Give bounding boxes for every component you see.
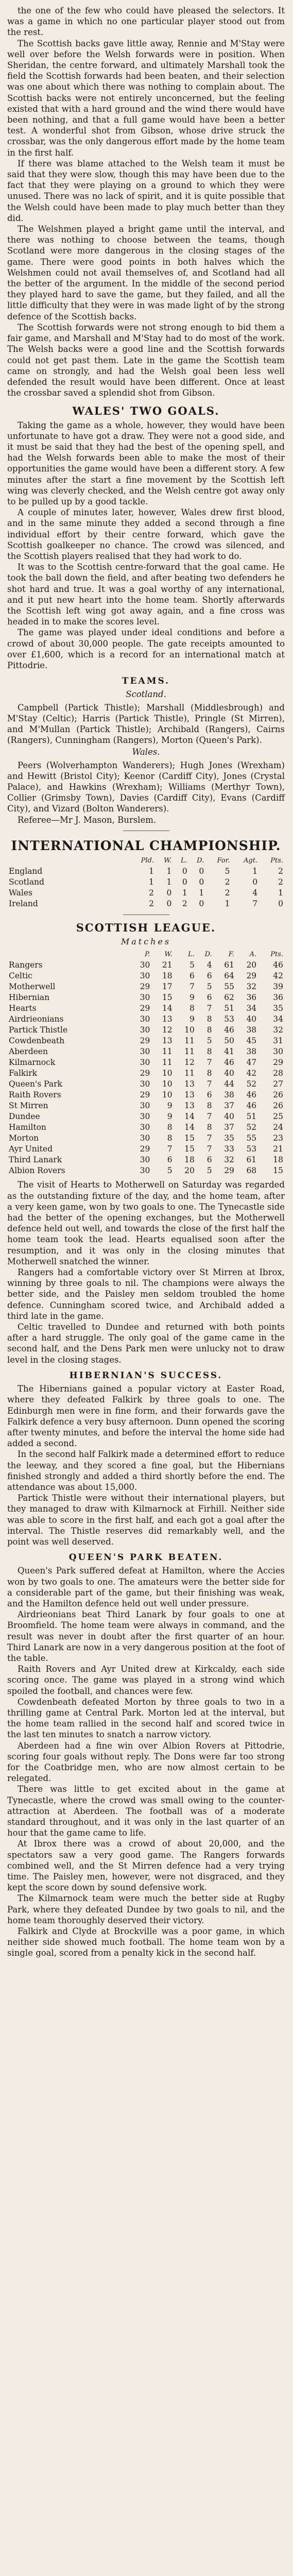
- stat-cell: 36: [273, 993, 283, 1003]
- stat-cell: 30: [140, 1014, 150, 1024]
- club-name: Cowdenbeath: [9, 1036, 65, 1046]
- stat-cell: 29: [140, 1069, 150, 1078]
- table-row: [7, 960, 285, 971]
- stat-cell: 1: [199, 888, 204, 898]
- stat-cell: 14: [184, 1123, 195, 1132]
- table-row: [7, 971, 285, 981]
- table-row: [7, 1025, 285, 1036]
- stat-cell: 11: [184, 1036, 195, 1046]
- club-name: Airdrieonians: [9, 1014, 64, 1024]
- stat-cell: 14: [184, 1112, 195, 1122]
- club-name: Rangers: [9, 960, 43, 970]
- league-table: [7, 949, 285, 1176]
- stat-cell: 53: [246, 1144, 257, 1154]
- stat-cell: 46: [273, 960, 283, 970]
- column-header: D.: [197, 857, 204, 865]
- scotland-team-lineup: [7, 702, 285, 746]
- report-paragraph: Queen's Park suffered defeat at Hamilton, where the Accies won by two goals to one. The amateurs were the better side for a considerable part of the game, but their finishing was weak, and the Hamilton defence held out well under pressure.: [7, 1566, 285, 1608]
- stat-cell: 46: [224, 1025, 234, 1035]
- stat-cell: 1: [149, 867, 154, 876]
- stat-cell: 13: [162, 1014, 173, 1024]
- table-row: [7, 1079, 285, 1090]
- stat-cell: 30: [140, 1112, 150, 1122]
- stat-cell: 46: [224, 1058, 234, 1067]
- stat-cell: 18: [184, 1155, 195, 1165]
- table-row: [7, 1068, 285, 1079]
- table-row: [7, 1165, 285, 1176]
- stat-cell: 7: [206, 1079, 212, 1089]
- stat-cell: 15: [184, 1133, 195, 1143]
- stat-cell: 29: [140, 1090, 150, 1100]
- stat-cell: 37: [224, 1123, 234, 1132]
- column-header: [7, 949, 129, 960]
- stat-cell: 1: [278, 888, 283, 898]
- club-name: Hamilton: [9, 1123, 46, 1132]
- stat-cell: 10: [162, 1079, 173, 1089]
- stat-cell: 13: [184, 1090, 195, 1100]
- stat-cell: 32: [273, 1025, 283, 1035]
- stat-cell: 8: [206, 1069, 212, 1078]
- stat-cell: 40: [246, 1014, 257, 1024]
- stat-cell: 20: [246, 960, 257, 970]
- stat-cell: 6: [189, 971, 195, 981]
- stat-cell: 61: [224, 960, 234, 970]
- stat-cell: 13: [184, 1101, 195, 1111]
- stat-cell: 15: [184, 1144, 195, 1154]
- section-one-report: [7, 420, 285, 671]
- stat-cell: 30: [140, 1025, 150, 1035]
- report-paragraph: The Scottish forwards were not strong enough to bid them a fair game, and Marshall and M'Stay had to do most of the work. The Welsh backs were a good line and the Scottish forwards could not get past them. Late in the game the Scottish team came on strongly, and had the Welsh goal been less well defended the result would have been different. Once at least the crossbar saved a splendid shot from Gibson.: [7, 322, 285, 398]
- stat-cell: 62: [224, 993, 234, 1003]
- club-name: Morton: [9, 1133, 39, 1143]
- stat-cell: 30: [140, 1123, 150, 1132]
- stat-cell: 6: [206, 1155, 212, 1165]
- stat-cell: 51: [246, 1112, 257, 1122]
- stat-cell: 5: [206, 982, 212, 992]
- stat-cell: 24: [273, 1123, 283, 1132]
- stat-cell: 33: [224, 1144, 234, 1154]
- stat-cell: 68: [246, 1166, 257, 1176]
- stat-cell: 20: [184, 1166, 195, 1176]
- stat-cell: 6: [206, 1090, 212, 1100]
- report-paragraph: Falkirk and Clyde at Brockville was a poor game, in which neither side showed much football. The home team won by a single goal, scored from a penalty kick in the second half.: [7, 1926, 285, 1958]
- club-name: England: [9, 867, 43, 876]
- stat-cell: 5: [206, 1166, 212, 1176]
- stat-cell: 1: [252, 867, 258, 876]
- stat-cell: 38: [246, 1025, 257, 1035]
- stat-cell: 52: [246, 1123, 257, 1132]
- stat-cell: 18: [162, 971, 173, 981]
- stat-cell: 8: [189, 1004, 195, 1013]
- stat-cell: 8: [206, 1123, 212, 1132]
- stat-cell: 34: [246, 1004, 257, 1013]
- stat-cell: 41: [224, 1047, 234, 1057]
- stat-cell: 17: [162, 982, 173, 992]
- divider: [123, 914, 169, 915]
- teams-heading: TEAMS.: [122, 676, 170, 687]
- stat-cell: 2: [278, 877, 283, 887]
- stat-cell: 7: [167, 1144, 173, 1154]
- report-paragraph: If there was blame attached to the Welsh team it must be said that they were slow, though this may have been due to the fact that they were playing on a ground to which they were unused. There was no lack of spirit, and it is quite possible that the Welsh could have been made to play much better than they did.: [7, 158, 285, 223]
- queens-report: [7, 1565, 285, 1784]
- club-name: St Mirren: [9, 1101, 48, 1111]
- stat-cell: 6: [206, 971, 212, 981]
- stat-cell: 9: [167, 1101, 173, 1111]
- scotland-team-heading: Scotland.: [126, 689, 166, 700]
- stat-cell: 55: [224, 982, 234, 992]
- stat-cell: 64: [224, 971, 234, 981]
- table-row: [7, 1036, 285, 1046]
- stat-cell: 51: [224, 1004, 234, 1013]
- table-row: [7, 899, 285, 909]
- stat-cell: 37: [224, 1101, 234, 1111]
- column-header: Agt.: [244, 857, 258, 865]
- stat-cell: 7: [206, 1004, 212, 1013]
- stat-cell: 30: [140, 960, 150, 970]
- stat-cell: 30: [140, 1133, 150, 1143]
- stat-cell: 26: [273, 1101, 283, 1111]
- stat-cell: 1: [149, 877, 154, 887]
- stat-cell: 6: [206, 993, 212, 1003]
- stat-cell: 7: [252, 899, 258, 909]
- section-one-title: WALES' TWO GOALS.: [72, 404, 220, 418]
- table-row: [7, 992, 285, 1003]
- hibs-report: [7, 1383, 285, 1547]
- report-paragraph: The Hibernians gained a popular victory at Easter Road, where they defeated Falkirk by three goals to one. The Edinburgh men were in fine form, and their forwards gave the Falkirk defence a very busy afternoon. Dunn opened the scoring after twenty minutes, and before the interval the home side had added a second.: [7, 1384, 285, 1449]
- stat-cell: 11: [184, 1069, 195, 1078]
- report-paragraph: Cowdenbeath defeated Morton by three goals to two in a thrilling game at Central Park. Morton led at the interval, but the home team rallied in the second half and scored twice in the last ten minutes to snatch a narrow victory.: [7, 1697, 285, 1740]
- hibs-section-title: HIBERNIAN'S SUCCESS.: [69, 1370, 223, 1381]
- stat-cell: 30: [140, 993, 150, 1003]
- international-championship-title: INTERNATIONAL CHAMPIONSHIP.: [11, 838, 281, 853]
- club-name: Motherwell: [9, 982, 56, 992]
- stat-cell: 44: [224, 1079, 234, 1089]
- stat-cell: 0: [252, 877, 258, 887]
- stat-cell: 35: [224, 1133, 234, 1143]
- club-name: Partick Thistle: [9, 1025, 68, 1035]
- stat-cell: 2: [149, 888, 154, 898]
- stat-cell: 50: [224, 1036, 234, 1046]
- stat-cell: 30: [140, 1058, 150, 1067]
- stat-cell: 2: [225, 888, 230, 898]
- scottish-league-subtitle: Matches: [120, 937, 171, 947]
- column-header: L.: [188, 951, 195, 959]
- stat-cell: 40: [224, 1069, 234, 1078]
- report-paragraph: Aberdeen had a fine win over Albion Rovers at Pittodrie, scoring four goals without reply. The Dons were far too strong for the Coatbridge men, who are now almost certain to be relegated.: [7, 1740, 285, 1784]
- scottish-league-title: SCOTTISH LEAGUE.: [76, 921, 216, 935]
- stat-cell: 7: [189, 982, 195, 992]
- stat-cell: 4: [252, 888, 258, 898]
- column-header: W.: [164, 951, 173, 959]
- stat-cell: 2: [225, 877, 230, 887]
- table-row: [7, 877, 285, 888]
- table-row: [7, 1133, 285, 1144]
- stat-cell: 29: [273, 1058, 283, 1067]
- stat-cell: 30: [273, 1047, 283, 1057]
- stat-cell: 29: [246, 971, 257, 981]
- stat-cell: 5: [189, 960, 195, 970]
- stat-cell: 10: [162, 1090, 173, 1100]
- stat-cell: 30: [140, 971, 150, 981]
- stat-cell: 30: [140, 1166, 150, 1176]
- report-paragraph: The game was played under ideal conditions and before a crowd of about 30,000 people. The gate receipts amounted to over £1,600, which is a record for an international match at Pittodrie.: [7, 628, 285, 670]
- stat-cell: 28: [273, 1069, 283, 1078]
- stat-cell: 25: [273, 1112, 283, 1122]
- stat-cell: 14: [162, 1004, 173, 1013]
- stat-cell: 29: [224, 1166, 234, 1176]
- stat-cell: 15: [162, 993, 173, 1003]
- table-row: [7, 1100, 285, 1111]
- stat-cell: 0: [278, 899, 283, 909]
- column-header: For.: [217, 857, 230, 865]
- club-name: Third Lanark: [9, 1155, 62, 1165]
- stat-cell: 38: [246, 1047, 257, 1057]
- stat-cell: 5: [167, 1166, 173, 1176]
- stat-cell: 61: [246, 1155, 257, 1165]
- stat-cell: 26: [273, 1090, 283, 1100]
- club-name: Hearts: [9, 1004, 37, 1013]
- stat-cell: 23: [273, 1133, 283, 1143]
- stat-cell: 1: [166, 877, 172, 887]
- stat-cell: 4: [206, 960, 212, 970]
- table-row: [7, 1046, 285, 1057]
- table-row: [7, 1090, 285, 1100]
- table-row: [7, 1003, 285, 1014]
- report-paragraph: Partick Thistle were without their international players, but they managed to draw with Kilmarnock at Firhill. Neither side was able to score in the first half, and each got a goal after the interval. The Thistle reserves did remarkably well, and the point was well deserved.: [7, 1493, 285, 1547]
- club-name: Ayr United: [9, 1144, 53, 1154]
- stat-cell: 46: [246, 1090, 257, 1100]
- stat-cell: 15: [273, 1166, 283, 1176]
- report-paragraph: The Kilmarnock team were much the better side at Rugby Park, where they defeated Dundee by two goals to nil, and the home team thoroughly deserved their victory.: [7, 1893, 285, 1925]
- report-paragraph: the one of the few who could have pleased the selectors. It was a game in which no one particular player stood out from the rest.: [7, 6, 285, 38]
- stat-cell: 21: [162, 960, 173, 970]
- stat-cell: 5: [206, 1036, 212, 1046]
- stat-cell: 30: [140, 1101, 150, 1111]
- table-row: [7, 1122, 285, 1133]
- stat-cell: 9: [189, 1014, 195, 1024]
- table-row: [7, 1144, 285, 1155]
- club-name: Hibernian: [9, 993, 50, 1003]
- stat-cell: 12: [184, 1058, 195, 1067]
- column-header: Pts.: [270, 857, 283, 865]
- club-name: Celtic: [9, 971, 32, 981]
- club-name: Ireland: [9, 899, 38, 909]
- table-row: [7, 866, 285, 877]
- stat-cell: 42: [273, 971, 283, 981]
- club-name: Kilmarnock: [9, 1058, 56, 1067]
- table-row: [7, 1155, 285, 1165]
- stat-cell: 55: [246, 1133, 257, 1143]
- stat-cell: 34: [273, 1014, 283, 1024]
- stat-cell: 30: [140, 1047, 150, 1057]
- column-header: Pld.: [141, 857, 154, 865]
- column-header: W.: [164, 857, 172, 865]
- league-table-header: [7, 949, 285, 960]
- wales-team-heading: Wales.: [132, 747, 160, 757]
- stat-cell: 38: [224, 1090, 234, 1100]
- stat-cell: 0: [199, 877, 204, 887]
- stat-cell: 5: [225, 867, 230, 876]
- stat-cell: 29: [140, 1004, 150, 1013]
- club-name: Dundee: [9, 1112, 40, 1122]
- stat-cell: 0: [199, 867, 204, 876]
- report-paragraph: There was little to get excited about in the game at Tynecastle, where the crowd was small owing to the counter-attraction at Aberdeen. The football was of a moderate standard throughout, and it was only in the last quarter of an hour that the game came to life.: [7, 1784, 285, 1838]
- report-paragraph: Airdrieonians beat Third Lanark by four goals to one at Broomfield. The home team were always in command, and the result was never in doubt after the first quarter of an hour. Third Lanark are now in a very dangerous position at the foot of the table.: [7, 1609, 285, 1663]
- stat-cell: 7: [206, 1058, 212, 1067]
- stat-cell: 7: [206, 1144, 212, 1154]
- league-report: [7, 1179, 285, 1365]
- stat-cell: 18: [273, 1155, 283, 1165]
- stat-cell: 52: [246, 1079, 257, 1089]
- column-header: F.: [228, 951, 234, 959]
- report-paragraph: The visit of Hearts to Motherwell on Saturday was regarded as the outstanding fixture of the day, and the home team, after a very keen game, won by two goals to one. The Tynecastle side had the better of the opening exchanges, but the Motherwell defence held out well, and towards the close of the first half the home team took the lead. Hearts equalised soon after the resumption, and it was only in the closing minutes that Motherwell snatched the winner.: [7, 1180, 285, 1266]
- column-header: A.: [249, 951, 257, 959]
- stat-cell: 1: [225, 899, 230, 909]
- queens-section-title: QUEEN'S PARK BEATEN.: [68, 1552, 223, 1563]
- report-paragraph: The Welshmen played a bright game until the interval, and there was nothing to choose between the teams, though Scotland were more dangerous in the closing stages of the game. There were good points in both halves which the Welshmen could not avail themselves of, and Scotland had all the better of the argument. In the middle of the second period they played hard to save the game, but they failed, and all the little difficulty that they were in was made light of by the strong defence of the Scottish backs.: [7, 224, 285, 321]
- stat-cell: 0: [199, 899, 204, 909]
- team-lineup-line: Peers (Wolverhampton Wanderers); Hugh Jones (Wrexham) and Hewitt (Bristol City); Keenor (Cardiff City), Jones (Crystal Palace), and Hawkins (Wrexham); Williams (Merthyr Town), Collier (Grimsby Town), Davies (Cardiff City), Evans (Cardiff City), and Vizard (Bolton Wanderers).: [7, 760, 285, 814]
- stat-cell: 45: [246, 1036, 257, 1046]
- stat-cell: 36: [246, 993, 257, 1003]
- stat-cell: 27: [273, 1079, 283, 1089]
- stat-cell: 1: [182, 888, 187, 898]
- stat-cell: 11: [184, 1047, 195, 1057]
- stat-cell: 30: [140, 1155, 150, 1165]
- stat-cell: 12: [162, 1025, 173, 1035]
- report-paragraph: The Scottish backs gave little away, Rennie and M'Stay were well over before the Welsh forwards were in position. When Sheridan, the centre forward, and ultimately Marshall took the field the Scottish forwards had been beaten, and their selection was one about which there was nothing to complain about. The Scottish backs were not entirely unconcerned, but the feeling existed that with a hard ground and the wind there would have been nothing, and that a full game would have been a better test. A wonderful shot from Gibson, whose drive struck the crossbar, was the only dangerous effort made by the home team in the first half.: [7, 38, 285, 158]
- stat-cell: 11: [162, 1058, 173, 1067]
- stat-cell: 9: [167, 1112, 173, 1122]
- column-header: Pts.: [270, 951, 283, 959]
- stat-cell: 11: [162, 1047, 173, 1057]
- stat-cell: 13: [162, 1036, 173, 1046]
- stat-cell: 32: [246, 982, 257, 992]
- stat-cell: 8: [206, 1101, 212, 1111]
- stat-cell: 9: [189, 993, 195, 1003]
- stat-cell: 8: [167, 1123, 173, 1132]
- report-paragraph: Taking the game as a whole, however, they would have been unfortunate to have got a draw. They were not a good side, and it must be said that they had the best of the opening spell, and had the Welsh forwards been able to make the most of their opportunities the game would have been a different story. A few minutes after the start a fine movement by the Scottish left wing was cleverly checked, and the Welsh centre got away only to be pulled up by a good tackle.: [7, 420, 285, 506]
- stat-cell: 53: [224, 1014, 234, 1024]
- stat-cell: 47: [246, 1058, 257, 1067]
- international-table-header: [7, 855, 285, 866]
- stat-cell: 0: [182, 877, 187, 887]
- club-name: Scotland: [9, 877, 44, 887]
- club-name: Aberdeen: [9, 1047, 48, 1057]
- wales-team-lineup: [7, 760, 285, 815]
- stat-cell: 39: [273, 982, 283, 992]
- stat-cell: 6: [167, 1155, 173, 1165]
- stat-cell: 29: [140, 1144, 150, 1154]
- club-name: Wales: [9, 888, 32, 898]
- stat-cell: 35: [273, 1004, 283, 1013]
- referee-line: Referee—Mr J. Mason, Burslem.: [18, 815, 157, 825]
- club-name: Albion Rovers: [9, 1166, 65, 1176]
- table-row: [7, 981, 285, 992]
- report-paragraph: In the second half Falkirk made a determined effort to reduce the leeway, and they scored a fine goal, but the Hibernians finished strongly and added a third shortly before the end. The attendance was about 15,000.: [7, 1449, 285, 1492]
- column-header: P.: [145, 951, 150, 959]
- stat-cell: 7: [206, 1133, 212, 1143]
- report-paragraph: A couple of minutes later, however, Wales drew first blood, and in the same minute they added a second through a fine individual effort by their centre forward, which gave the Scottish goalkeeper no chance. The crowd was silenced, and the Scottish players realised that they had work to do.: [7, 507, 285, 561]
- club-name: Falkirk: [9, 1069, 38, 1078]
- report-paragraph: Rangers had a comfortable victory over St Mirren at Ibrox, winning by three goals to nil. The champions were always the better side, and the Paisley men seldom troubled the home defence. Cunningham scored twice, and Archibald added a third late in the game.: [7, 1267, 285, 1321]
- table-row: [7, 1057, 285, 1068]
- stat-cell: 8: [206, 1047, 212, 1057]
- stat-cell: 29: [140, 982, 150, 992]
- stat-cell: 1: [166, 867, 172, 876]
- intro-report: [7, 5, 285, 398]
- stat-cell: 10: [162, 1069, 173, 1078]
- table-row: [7, 1014, 285, 1025]
- stat-cell: 29: [140, 1036, 150, 1046]
- stat-cell: 2: [149, 899, 154, 909]
- stat-cell: 0: [166, 899, 172, 909]
- international-table: [7, 855, 285, 909]
- stat-cell: 10: [184, 1025, 195, 1035]
- report-paragraph: Celtic travelled to Dundee and returned with both points after a hard struggle. The only goal of the game came in the second half, and the Dens Park men were unlucky not to draw level in the closing stages.: [7, 1322, 285, 1365]
- report-paragraph: At Ibrox there was a crowd of about 20,000, and the spectators saw a very good game. The Rangers forwards combined well, and the St Mirren defence had a very trying time. The Paisley men, however, were not disgraced, and they kept the score down by sound defensive work.: [7, 1839, 285, 1893]
- column-header: [7, 855, 129, 866]
- stat-cell: 32: [224, 1155, 234, 1165]
- stat-cell: 8: [206, 1014, 212, 1024]
- stat-cell: 0: [166, 888, 172, 898]
- stat-cell: 13: [184, 1079, 195, 1089]
- stat-cell: 30: [140, 1079, 150, 1089]
- closing-report: [7, 1784, 285, 1958]
- stat-cell: 0: [182, 867, 187, 876]
- stat-cell: 42: [246, 1069, 257, 1078]
- club-name: Raith Rovers: [9, 1090, 61, 1100]
- stat-cell: 21: [273, 1144, 283, 1154]
- stat-cell: 40: [224, 1112, 234, 1122]
- stat-cell: 8: [206, 1025, 212, 1035]
- column-header: L.: [180, 857, 187, 865]
- club-name: Queen's Park: [9, 1079, 62, 1089]
- stat-cell: 31: [273, 1036, 283, 1046]
- team-lineup-line: Campbell (Partick Thistle); Marshall (Middlesbrough) and M'Stay (Celtic); Harris (Partick Thistle), Pringle (St Mirren), and M'Mullan (Partick Thistle); Archibald (Rangers), Cairns (Rangers), Cunningham (Rangers), Morton (Queen's Park).: [7, 702, 285, 745]
- stat-cell: 8: [167, 1133, 173, 1143]
- table-row: [7, 1111, 285, 1122]
- report-paragraph: It was to the Scottish centre-forward that the goal came. He took the ball down the field, and after beating two defenders he shot hard and true. It was a goal worthy of any international, and it put new heart into the home team. Shortly afterwards the Scottish left wing got away again, and a fine cross was headed in to make the scores level.: [7, 562, 285, 627]
- stat-cell: 7: [206, 1112, 212, 1122]
- table-row: [7, 888, 285, 899]
- stat-cell: 2: [182, 899, 187, 909]
- stat-cell: 46: [246, 1101, 257, 1111]
- column-header: D.: [204, 951, 212, 959]
- stat-cell: 2: [278, 867, 283, 876]
- report-paragraph: Raith Rovers and Ayr United drew at Kirkcaldy, each side scoring once. The game was played in a strong wind which spoiled the football, and chances were few.: [7, 1664, 285, 1696]
